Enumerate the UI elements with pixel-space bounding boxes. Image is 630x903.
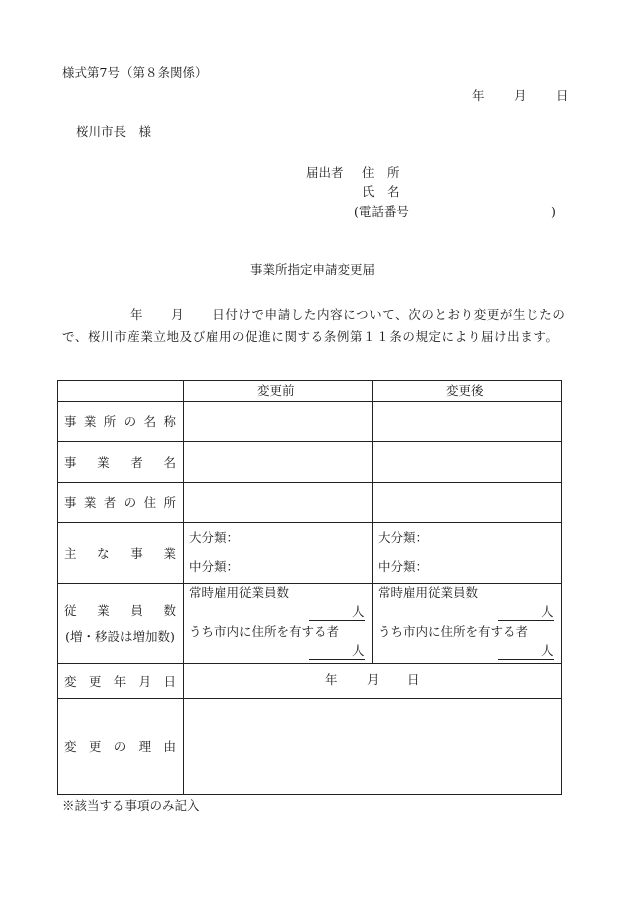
notifier-name-label: 氏 名: [362, 184, 400, 199]
date-month: 月: [514, 88, 527, 103]
date-year: 年: [472, 88, 485, 103]
employees-note: (増・移設は増加数): [65, 629, 175, 644]
before-major-class: 大分類：: [189, 530, 240, 545]
label-operator: 事 業 者 名: [64, 454, 176, 470]
notifier-phone-close: ): [551, 204, 556, 219]
label-employees: 従 業 員 数 (増・移設は増加数): [64, 603, 176, 644]
after-middle-class: 中分類：: [378, 559, 429, 574]
notifier-label: 届出者: [306, 165, 344, 180]
after-regular-unit: 人: [541, 604, 554, 619]
after-major-class: 大分類：: [378, 530, 429, 545]
before-regular-employees: 常時雇用従業員数: [189, 585, 290, 600]
document-title: 事業所指定申請変更届: [250, 262, 376, 277]
label-change-reason: 変 更 の 理 由: [64, 739, 176, 754]
body-paragraph: [62, 304, 578, 348]
body-month: 月: [171, 307, 185, 322]
after-resident-employees: うち市内に住所を有する者: [378, 624, 529, 639]
header-before: 変更前: [257, 383, 295, 398]
label-change-date: 変 更 年 月 日: [64, 673, 176, 689]
body-year: 年: [130, 307, 144, 322]
header-after: 変更後: [446, 383, 484, 398]
change-date-day: 日: [407, 672, 420, 687]
footnote: ※該当する事項のみ記入: [62, 798, 200, 813]
notifier-phone-open: (電話番号: [354, 204, 409, 219]
change-table: [57, 380, 562, 795]
label-operator-address: 事 業 者 の 住 所: [64, 495, 176, 510]
before-resident-unit: 人: [352, 643, 365, 658]
date-day: 日: [556, 88, 569, 103]
before-middle-class: 中分類：: [189, 559, 240, 574]
notifier-address-label: 住 所: [362, 165, 400, 180]
label-office-name: 事 業 所 の 名 称: [64, 414, 176, 429]
form-number: 様式第7号（第８条関係）: [62, 65, 208, 80]
before-regular-unit: 人: [352, 604, 365, 619]
after-resident-unit: 人: [541, 643, 554, 658]
label-main-business: 主 な 事 業: [64, 545, 176, 561]
body-text: 日付けで申請した内容について、次のとおり変更が生じたので、桜川市産業立地及び雇用の促進に関する条例第１１条の規定により届け出ます。: [62, 307, 566, 344]
before-resident-employees: うち市内に住所を有する者: [189, 624, 340, 639]
addressee: 桜川市長 様: [76, 124, 152, 139]
change-date-month: 月: [367, 672, 380, 687]
change-date-year: 年: [325, 672, 338, 687]
after-regular-employees: 常時雇用従業員数: [378, 585, 479, 600]
